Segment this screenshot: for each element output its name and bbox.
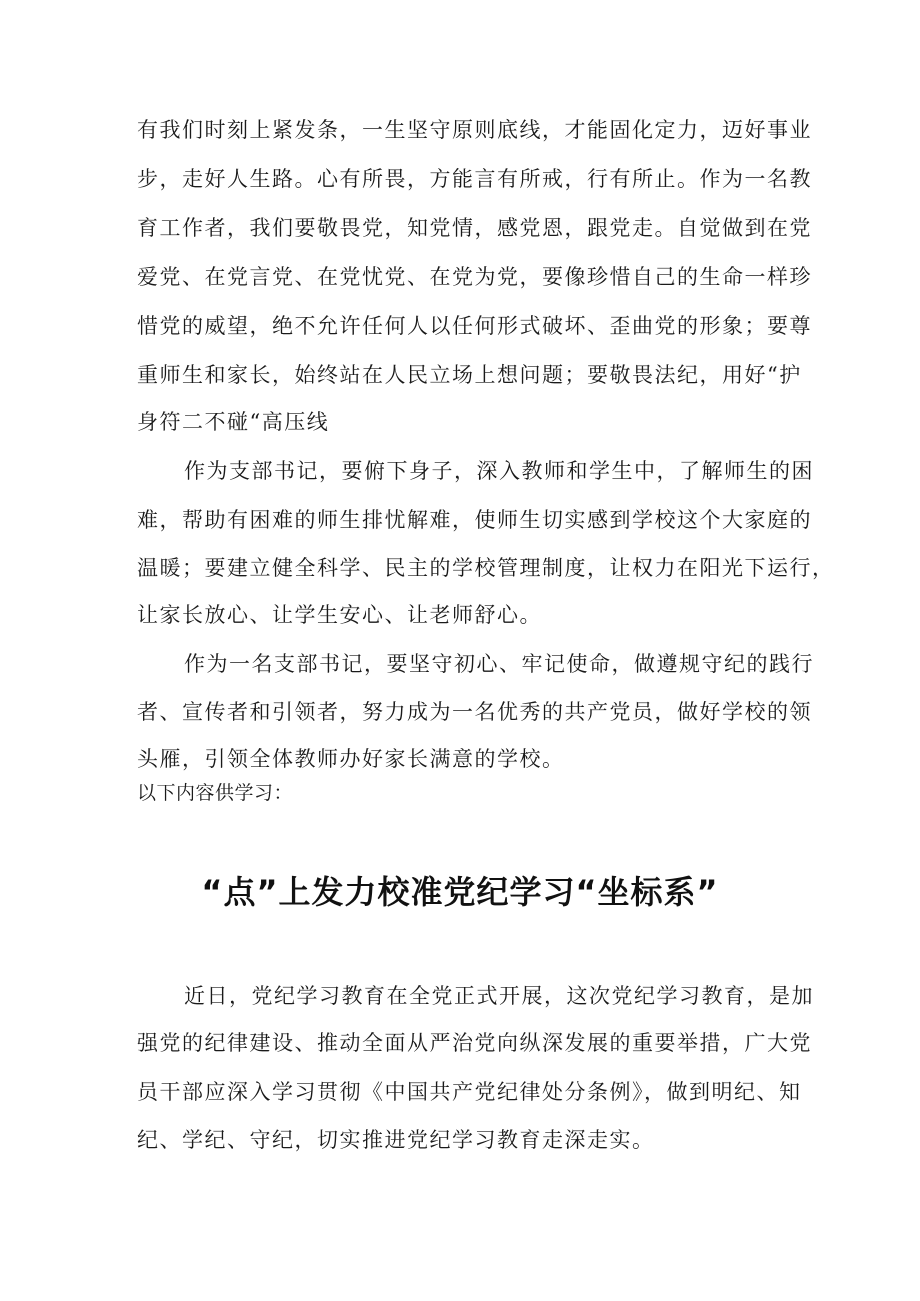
article-line-4: 纪、学纪、守纪，切实推进党纪学习教育走深走实。 — [137, 1128, 655, 1152]
paragraph-1-line-7: 身符二不碰“高压线 — [137, 410, 330, 434]
paragraph-3-line-3: 头雁，引领全体教师办好家长满意的学校。 — [137, 747, 565, 771]
article-title: “点”上发力校准党纪学习“坐标系” — [201, 873, 719, 911]
paragraph-1-line-6: 重师生和家长，始终站在人民立场上想问题；要敬畏法纪，用好“护 — [137, 363, 802, 387]
paragraph-2-line-2: 难，帮助有困难的师生排忧解难，使师生切实感到学校这个大家庭的 — [137, 508, 812, 532]
paragraph-3-line-2: 者、宣传者和引领者，努力成为一名优秀的共产党员，做好学校的领 — [137, 700, 812, 724]
paragraph-2-line-3: 温暖；要建立健全科学、民主的学校管理制度，让权力在阳光下运行， — [137, 556, 835, 580]
paragraph-1-line-5: 惜党的威望，绝不允许任何人以任何形式破坏、歪曲党的形象；要尊 — [137, 314, 812, 338]
paragraph-3-line-1: 作为一名支部书记，要坚守初心、牢记使命，做遵规守纪的践行 — [184, 652, 814, 676]
paragraph-2-line-1: 作为支部书记，要俯下身子，深入教师和学生中，了解师生的困 — [184, 459, 814, 483]
paragraph-1-line-3: 育工作者，我们要敬畏党，知党情，感党恩，跟党走。自觉做到在党 — [137, 216, 812, 240]
article-line-3: 员干部应深入学习贯彻《中国共产党纪律处分条例》，做到明纪、知 — [137, 1080, 802, 1104]
paragraph-1-line-2: 步，走好人生路。心有所畏，方能言有所戒，行有所止。作为一名教 — [137, 167, 812, 191]
paragraph-1-line-1: 有我们时刻上紧发条，一生坚守原则底线，才能固化定力，迈好事业 — [137, 118, 812, 142]
study-note: 以下内容供学习： — [137, 782, 294, 804]
article-line-1: 近日，党纪学习教育在全党正式开展，这次党纪学习教育，是加 — [184, 984, 814, 1008]
article-line-2: 强党的纪律建设、推动全面从严治党向纵深发展的重要举措，广大党 — [137, 1031, 812, 1055]
paragraph-2-line-4: 让家长放心、让学生安心、让老师舒心。 — [137, 603, 542, 627]
paragraph-1-line-4: 爱党、在党言党、在党忧党、在党为党，要像珍惜自己的生命一样珍 — [137, 265, 812, 289]
